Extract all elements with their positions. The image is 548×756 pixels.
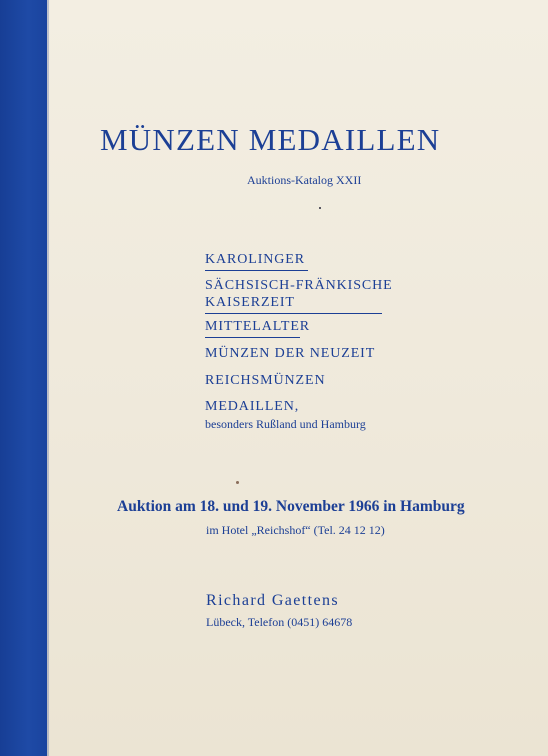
catalog-title: MÜNZEN MEDAILLEN (100, 122, 441, 157)
blue-spine-band (0, 0, 47, 756)
auction-venue: im Hotel „Reichshof“ (Tel. 24 12 12) (206, 523, 385, 537)
contents-item-medaillen-note: besonders Rußland und Hamburg (205, 417, 366, 431)
contents-item-muenzen-der-neuzeit: MÜNZEN DER NEUZEIT (205, 346, 376, 361)
underline-karolinger (205, 270, 308, 271)
spine-edge-shadow (47, 0, 49, 756)
ink-dot (319, 207, 321, 209)
underline-mittelalter (205, 337, 300, 338)
contents-item-saechsisch-fraenkische: SÄCHSISCH-FRÄNKISCHE (205, 278, 393, 293)
catalog-subtitle: Auktions-Katalog XXII (247, 173, 362, 187)
contents-item-mittelalter: MITTELALTER (205, 319, 311, 334)
dealer-name: Richard Gaettens (206, 592, 340, 609)
underline-kaiserzeit (205, 313, 382, 314)
contents-item-medaillen: MEDAILLEN, (205, 399, 300, 414)
paper-speck (236, 481, 239, 484)
contents-item-karolinger: KAROLINGER (205, 252, 305, 267)
auction-headline: Auktion am 18. und 19. November 1966 in Hamburg (117, 498, 465, 515)
dealer-address: Lübeck, Telefon (0451) 64678 (206, 615, 353, 629)
contents-item-reichsmuenzen: REICHSMÜNZEN (205, 373, 326, 388)
contents-item-kaiserzeit: KAISERZEIT (205, 295, 295, 310)
